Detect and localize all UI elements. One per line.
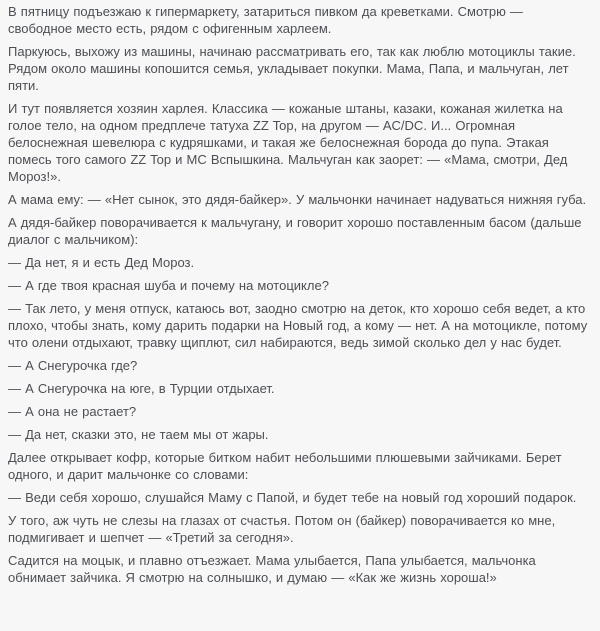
story-paragraph: Далее открывает кофр, которые битком набит небольшими плюшевыми зайчиками. Берет одного, и дарит мальчонке со словами: bbox=[8, 450, 562, 482]
story-paragraph: А мама ему: — «Нет сынок, это дядя-байкер». У мальчонки начинает надуваться нижняя губа. bbox=[8, 192, 587, 207]
story-paragraph-dialog: — А Снегурочка на юге, в Турции отдыхает. bbox=[8, 381, 275, 396]
story-paragraph: Садится на моцык, и плавно отъезжает. Мама улыбается, Папа улыбается, мальчонка обнимает зайчика. Я смотрю на солнышко, и думаю — «Как же жизнь хороша!» bbox=[8, 553, 536, 585]
story-paragraph-dialog: — А где твоя красная шуба и почему на мотоцикле? bbox=[8, 278, 329, 293]
story-paragraph-dialog: — Веди себя хорошо, слушайся Маму с Папой, и будет тебе на новый год хороший подарок. bbox=[8, 490, 577, 505]
story-paragraph: В пятницу подъезжаю к гипермаркету, затариться пивком да креветками. Смотрю — свободное место есть, рядом с офигенным харлеем. bbox=[8, 4, 523, 36]
story-paragraph-dialog: — Так лето, у меня отпуск, катаюсь вот, заодно смотрю на деток, кто хорошо себя ведет, а кто плохо, чтобы знать, кому дарить подарки на Новый год, а кому — нет. А на мотоцикле, потому что олени отдыхают, травку щиплют, сил набираются, ведь зимой сколько дел у нас будет. bbox=[8, 301, 588, 350]
story-paragraph-dialog: — Да нет, я и есть Дед Мороз. bbox=[8, 255, 195, 270]
story-paragraph: У того, аж чуть не слезы на глазах от счастья. Потом он (байкер) поворачивается ко мне, подмигивает и шепчет — «Третий за сегодня». bbox=[8, 513, 556, 545]
story-paragraph-dialog: — Да нет, сказки это, не таем мы от жары. bbox=[8, 427, 269, 442]
story-paragraph: А дядя-байкер поворачивается к мальчугану, и говорит хорошо поставленным басом (дальше диалог с мальчиком): bbox=[8, 215, 582, 247]
story-paragraph: Паркуюсь, выхожу из машины, начинаю рассматривать его, так как люблю мотоциклы такие. Рядом около машины копошится семья, укладывает покупки. Мама, Папа, и мальчуган, лет пяти. bbox=[8, 44, 576, 93]
story-paragraph-dialog: — А Снегурочка где? bbox=[8, 358, 138, 373]
story-paragraph: И тут появляется хозяин харлея. Классика — кожаные штаны, казаки, кожаная жилетка на голое тело, на одном предплече татуха ZZ Top, на другом — AC/DC. И... Огромная белоснежная шевелюра с кудряшками, и такая же белоснежная борода до пупа. Этакая помесь того самого ZZ Top и МС Вспышкина. Мальчуган как заорет: — «Мама, смотри, Дед Мороз!». bbox=[8, 101, 568, 184]
story-paragraph-dialog: — А она не растает? bbox=[8, 404, 137, 419]
